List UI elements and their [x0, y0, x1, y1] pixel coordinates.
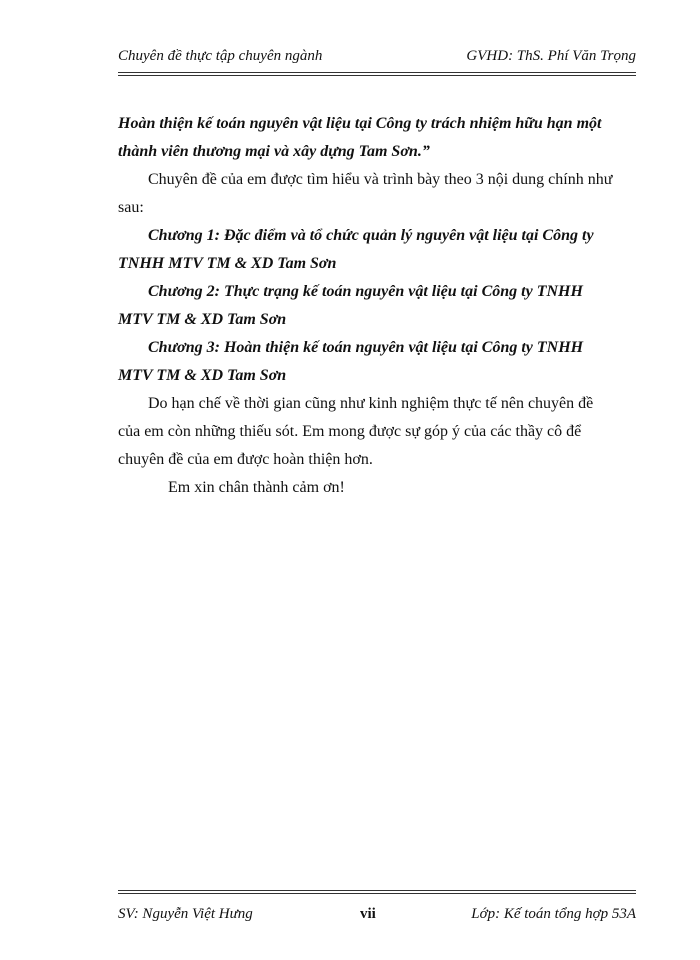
footer-student: SV: Nguyễn Việt Hưng: [118, 906, 253, 922]
header-divider: [118, 72, 636, 76]
intro-line-2: sau:: [118, 199, 144, 216]
chapter-1-line-2: TNHH MTV TM & XD Tam Sơn: [118, 255, 337, 272]
chapter-3-line-1: Chương 3: Hoàn thiện kế toán nguyên vật liệu tại Công ty TNHH: [148, 339, 584, 356]
footer-class: Lớp: Kế toán tổng hợp 53A: [471, 906, 636, 922]
page-number: vii: [360, 906, 376, 922]
chapter-2-line-1: Chương 2: Thực trạng kế toán nguyên vật liệu tại Công ty TNHH: [148, 283, 583, 300]
page-footer: [118, 900, 636, 924]
page-header: [118, 44, 636, 70]
title-line-2: thành viên thương mại và xây dựng Tam Sơn.”: [118, 143, 430, 160]
chapter-2-line-2: MTV TM & XD Tam Sơn: [118, 311, 287, 328]
thanks-line: Em xin chân thành cảm ơn!: [168, 479, 345, 496]
chapter-1-line-1: Chương 1: Đặc điểm và tổ chức quản lý nguyên vật liệu tại Công ty: [148, 227, 594, 244]
closing-line-2: của em còn những thiếu sót. Em mong được sự góp ý của các thầy cô để: [118, 423, 582, 440]
header-supervisor: GVHD: ThS. Phí Văn Trọng: [466, 48, 636, 64]
footer-divider: [118, 890, 636, 894]
intro-line-1: Chuyên đề của em được tìm hiểu và trình bày theo 3 nội dung chính như: [148, 171, 613, 188]
title-line-1: Hoàn thiện kế toán nguyên vật liệu tại Công ty trách nhiệm hữu hạn một: [118, 115, 602, 132]
header-document-type: Chuyên đề thực tập chuyên ngành: [118, 48, 323, 64]
closing-line-3: chuyên đề của em được hoàn thiện hơn.: [118, 451, 373, 468]
document-body: [118, 110, 632, 502]
closing-line-1: Do hạn chế về thời gian cũng như kinh nghiệm thực tế nên chuyên đề: [148, 395, 594, 412]
chapter-3-line-2: MTV TM & XD Tam Sơn: [118, 367, 287, 384]
